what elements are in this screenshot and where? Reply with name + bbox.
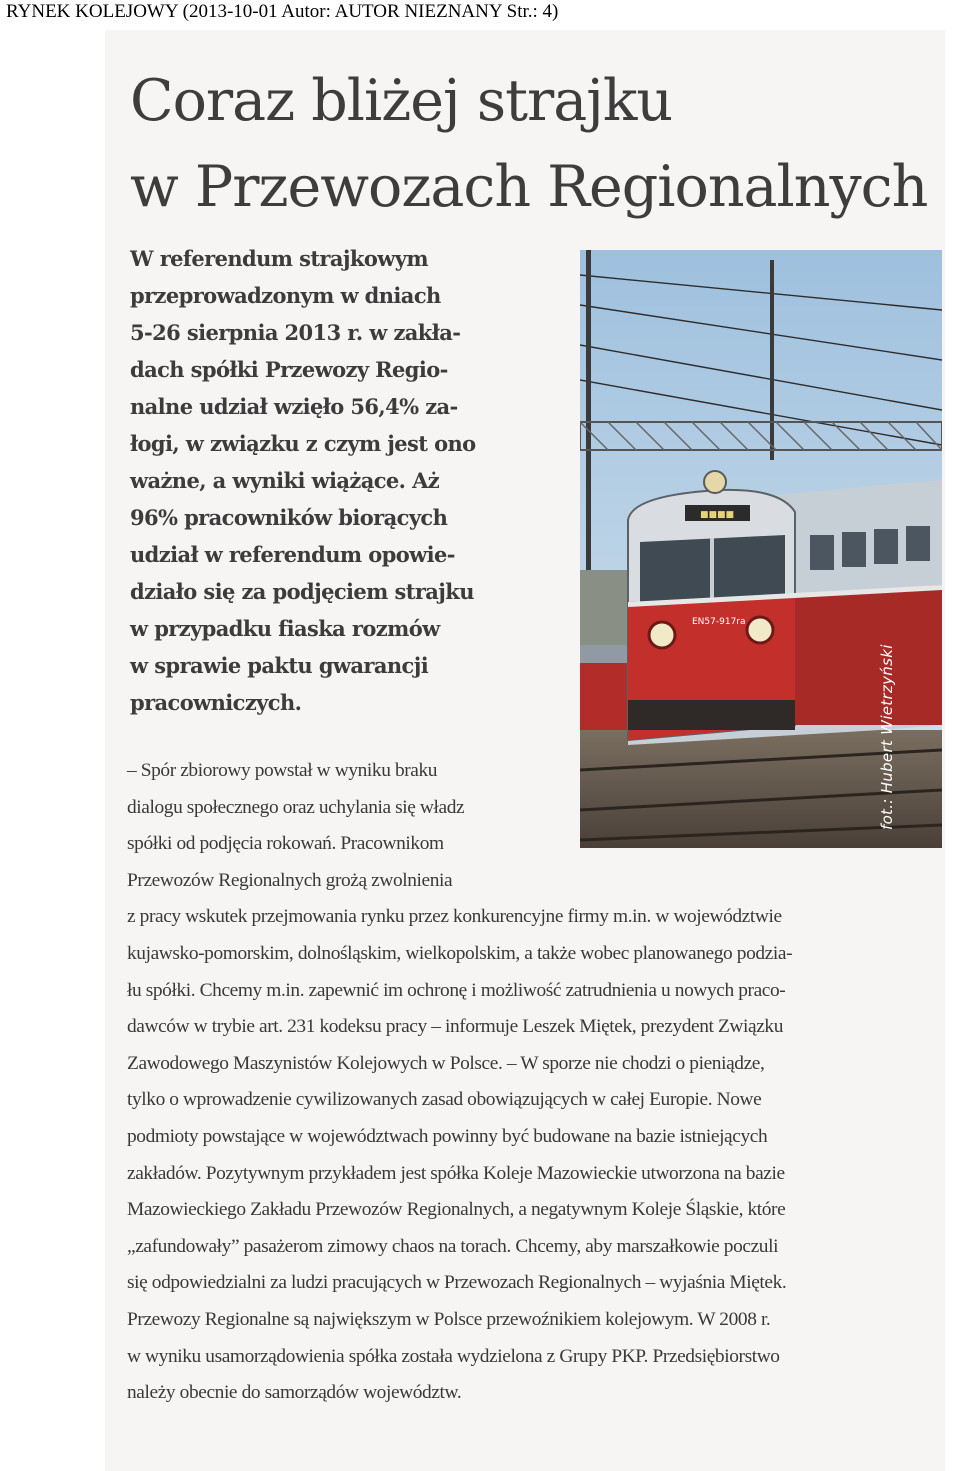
lead-line: 5-26 sierpnia 2013 r. w zakła- [130,320,461,345]
body-line: podmioty powstające w województwach powinny być budowane na bazie istniejących [127,1125,768,1147]
body-line: tylko o wprowadzenie cywilizowanych zasad obowiązujących w całej Europie. Nowe [127,1089,762,1111]
lead-line: w przypadku fiaska rozmów [130,616,440,641]
body-line: dialogu społecznego oraz uchylania się władz [127,796,465,818]
svg-text:■■■■: ■■■■ [699,510,735,520]
body-line: – Spór zbiorowy powstał w wyniku braku [127,760,438,781]
body-line: należy obecnie do samorządów województw. [127,1382,462,1404]
body-line: z pracy wskutek przejmowania rynku przez konkurencyjne firmy m.in. w województwie [127,906,782,928]
body-line: dawców w trybie art. 231 kodeksu pracy – informuje Leszek Miętek, prezydent Związku [127,1016,784,1038]
article-lead [130,240,550,721]
page-header: RYNEK KOLEJOWY (2013-10-01 Autor: AUTOR NIEZNANY Str.: 4) [6,1,559,22]
photo-credit: fot.: Hubert Wietrzyński [878,644,896,830]
body-line: Przewozy Regionalne są największym w Polsce przewoźnikiem kolejowym. W 2008 r. [127,1308,771,1330]
body-line: Przewozów Regionalnych grożą zwolnienia [127,869,453,891]
lead-line: W referendum strajkowym [130,246,428,271]
article-body [127,753,947,1412]
body-line: kujawsko-pomorskim, dolnośląskim, wielkopolskim, a także wobec planowanego podzia- [127,942,793,964]
lead-line: przeprowadzonym w dniach [130,283,441,308]
lead-line: pracowniczych. [130,690,302,715]
lead-line: dach spółki Przewozy Regio- [130,357,448,382]
title-line: w Przewozach Regionalnych [130,154,928,220]
body-line: w wyniku usamorządowienia spółka została wydzielona z Grupy PKP. Przedsiębiorstwo [127,1345,780,1367]
body-line: Mazowieckiego Zakładu Przewozów Regionalnych, a negatywnym Koleje Śląskie, które [127,1199,786,1221]
train-number: EN57-917ra [692,617,746,627]
lead-line: udział w referendum opowie- [130,542,455,567]
body-line: łu spółki. Chcemy m.in. zapewnić im ochronę i możliwość zatrudnienia u nowych praco- [127,979,786,1001]
title-line: Coraz bliżej strajku [130,68,673,134]
lead-line: 96% pracowników biorących [130,505,448,530]
lead-line: ważne, a wyniki wiążące. Aż [130,468,440,493]
body-line: zakładów. Pozytywnym przykładem jest spółka Koleje Mazowieckie utworzona na bazie [127,1162,785,1184]
body-line: spółki od podjęcia rokowań. Pracownikom [127,833,444,855]
article-title [130,58,945,230]
lead-line: nalne udział wzięło 56,4% za- [130,394,458,419]
body-line: się odpowiedzialni za ludzi pracujących w Przewozach Regionalnych – wyjaśnia Miętek. [127,1272,787,1294]
lead-line: działo się za podjęciem strajku [130,579,474,604]
lead-line: łogi, w związku z czym jest ono [130,431,476,456]
lead-line: w sprawie paktu gwarancji [130,653,429,678]
body-line: „zafundowały” pasażerom zimowy chaos na torach. Chcemy, aby marszałkowie poczuli [127,1235,779,1257]
body-line: Zawodowego Maszynistów Kolejowych w Polsce. – W sporze nie chodzi o pieniądze, [127,1052,765,1074]
